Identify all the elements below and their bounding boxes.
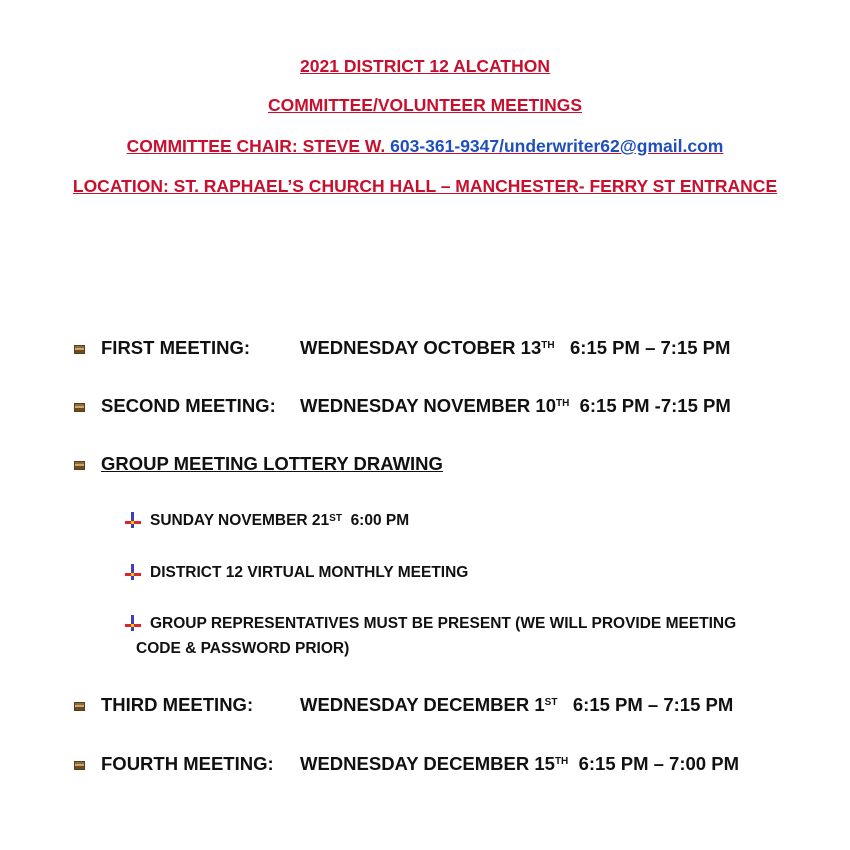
meeting-label: SECOND MEETING: <box>101 395 276 416</box>
bullet-icon <box>74 461 85 470</box>
meeting-label: FOURTH MEETING: <box>101 753 274 774</box>
bullet-icon <box>74 345 85 354</box>
committee-chair <box>0 136 850 157</box>
bullet-icon <box>74 702 85 711</box>
four-way-arrow-icon <box>125 512 141 528</box>
meeting-label: FIRST MEETING: <box>101 337 251 358</box>
bullet-icon <box>74 761 85 770</box>
location-line: LOCATION: ST. RAPHAEL’S CHURCH HALL – MANCHESTER- FERRY ST ENTRANCE <box>72 176 778 196</box>
bullet-icon <box>74 403 85 412</box>
document-subtitle <box>0 95 850 116</box>
meeting-datetime: WEDNESDAY DECEMBER 15TH 6:15 PM – 7:00 PM <box>300 753 739 774</box>
chair-line <box>0 136 850 157</box>
meeting-datetime: WEDNESDAY OCTOBER 13TH 6:15 PM – 7:15 PM <box>300 337 731 358</box>
meeting-datetime: WEDNESDAY DECEMBER 1ST 6:15 PM – 7:15 PM <box>300 694 734 715</box>
chair-label: COMMITTEE CHAIR: STEVE W. <box>126 136 391 156</box>
meeting-datetime: WEDNESDAY NOVEMBER 10TH 6:15 PM -7:15 PM <box>300 395 731 416</box>
document-title <box>0 56 850 77</box>
subtitle-line: COMMITTEE/VOLUNTEER MEETINGS <box>267 95 583 115</box>
four-way-arrow-icon <box>125 615 141 631</box>
location <box>0 176 850 197</box>
title-line: 2021 DISTRICT 12 ALCATHON <box>300 56 550 76</box>
lottery-title: GROUP MEETING LOTTERY DRAWING <box>101 453 443 474</box>
meeting-label: THIRD MEETING: <box>101 694 254 715</box>
chair-contact-link[interactable]: 603-361-9347/underwriter62@gmail.com <box>390 136 724 156</box>
four-way-arrow-icon <box>125 564 141 580</box>
